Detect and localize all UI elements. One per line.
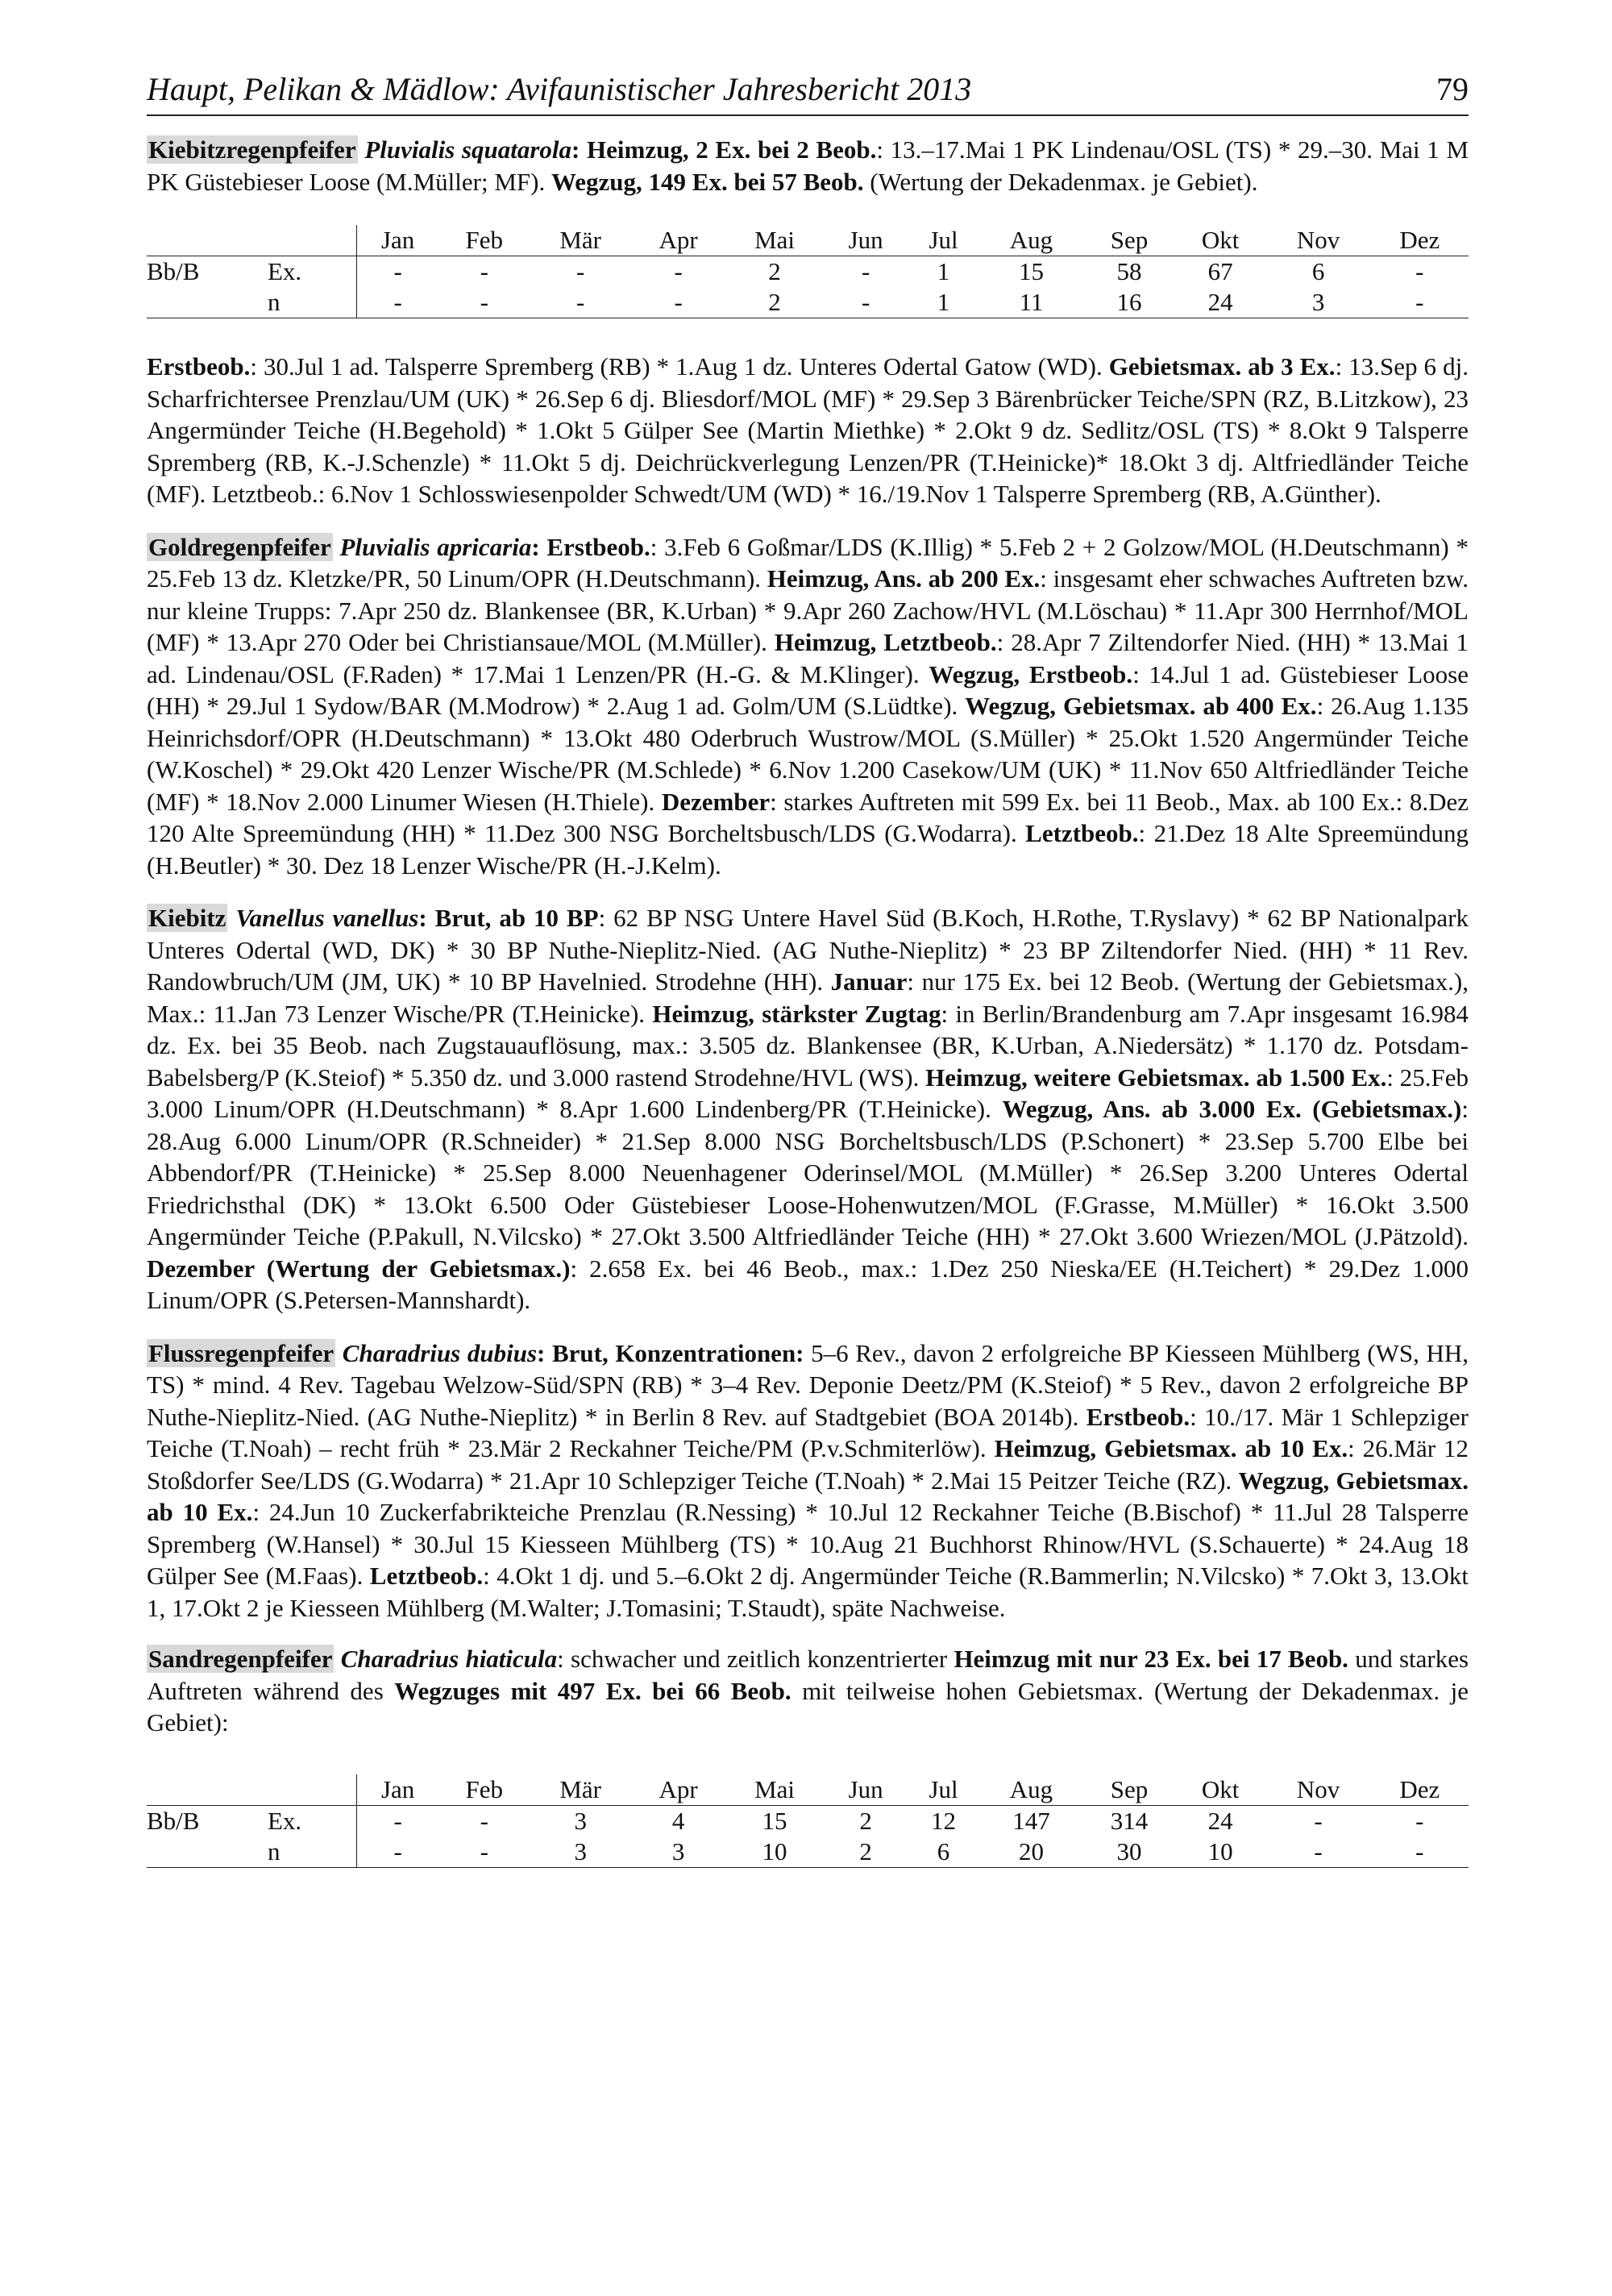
entry-text: 5–6 Rev., davon 2 erfolgreiche BP Kiesseen Mühlberg (WS, HH, TS) * mind. 4 Rev. Tagebau Welzow-Süd/SPN (RB) * 3–4 Rev. Deponie Deetz/PM (K.Steiof) * 5 Rev., davon 2 erfolgreiche BP Nuthe-Nieplitz-Nied. (AG Nuthe-Nieplitz) * in Berlin 8 Rev. auf Stadtgebiet (BOA 2014b). [147,1338,1469,1431]
bold-heading: Letztbeob. [369,1562,484,1590]
bold-heading: Heimzug, Gebietsmax. ab 10 Ex. [994,1434,1348,1462]
table-cell: - [861,257,870,285]
table-cell: 2 [768,257,781,285]
month-header: Dez [1371,1774,1469,1806]
running-title: Haupt, Pelikan & Mädlow: Avifaunistischer Jahresbericht 2013 [147,71,972,107]
bold-heading: Wegzuges mit 497 Ex. bei 66 Beob. [394,1676,791,1705]
metric-label: n [268,287,357,318]
table-cell: 3 [1266,287,1371,318]
entry-text: : starkes Auftreten mit 599 Ex. bei 11 Beob., Max. ab 100 Ex.: 8.Dez 120 Alte Spreemündung (HH) * 11.Dez 300 NSG Borcheltsbusch/LDS (G.Wodarra). [147,787,1469,847]
entry-text: (Wertung der Dekadenmax. je Gebiet). [863,167,1258,196]
table-cell: - [438,287,530,318]
table-cell: - [1371,1836,1469,1868]
entry-text: : 28.Aug 6.000 Linum/OPR (R.Schneider) * 21.Sep 8.000 NSG Borcheltsbusch/LDS (P.Schonert) * 23.Sep 5.700 Elbe bei Abbendorf/PR (T.Heinicke) * 25.Sep 8.000 Neuenhagener Oderinsel/MOL (M.Müller) * 26.Sep 3.200 Unteres Odertal Friedrichsthal (DK) * 13.Okt 6.500 Oder Güstebieser Loose-Hohenwutzen/MOL (F.Grasse, M.Müller) * 16.Okt 3.500 Angermünder Teiche (P.Pakull, N.Vilcsko) * 27.Okt 3.500 Altfriedländer Teiche (HH) * 27.Okt 3.600 Wriezen/MOL (J.Pätzold). [147,1095,1469,1250]
table-row [147,287,1469,318]
entry-text: : 30.Jul 1 ad. Talsperre Spremberg (RB) * 1.Aug 1 dz. Unteres Odertal Gatow (WD). [250,352,1109,381]
row-label: Bb/B [147,257,200,285]
table-cell: 30 [1083,1836,1174,1868]
bold-heading: Wegzug, Gebietsmax. ab 10 Ex. [147,1466,1469,1526]
entry-text: : 14.Jul 1 ad. Güstebieser Loose (HH) * 29.Jul 1 Sydow/BAR (M.Modrow) * 2.Aug 1 ad. Golm/UM (S.Lüdtke). [147,659,1469,720]
latin-name: Charadrius dubius [342,1338,538,1367]
table-cell: - [1415,1806,1424,1835]
table-cell: - [674,257,683,285]
bold-heading: Letztbeob. [1025,819,1139,847]
month-header: Jul [908,1774,979,1806]
entry-text: : schwacher und zeitlich konzentrierter [557,1645,954,1673]
entry-text: : 26.Aug 1.135 Heinrichsdorf/OPR (H.Deutschmann) * 13.Okt 480 Oderbruch Wustrow/MOL (S.Müller) * 25.Okt 1.520 Angermünder Teiche (W.Koschel) * 29.Okt 420 Lenzer Wische/PR (M.Schlede) * 6.Nov 1.200 Casekow/UM (UK) * 11.Nov 650 Altfriedländer Teiche (MF) * 18.Nov 2.000 Linumer Wiesen (H.Thiele). [147,692,1469,816]
bold-heading: : [571,135,588,164]
metric-label: Ex. [268,257,302,285]
entry-sandregenpfeifer [147,1643,1469,1739]
monthly-table-kiebitzregenpfeifer [147,225,1469,318]
bold-heading: : [418,904,435,932]
table-cell: 6 [908,1836,979,1868]
latin-name: Pluvialis squatarola [364,135,572,164]
month-header: Mär [530,1774,631,1806]
month-header: Nov [1266,225,1371,256]
month-header: Jul [908,225,979,256]
table-cell: 2 [725,287,823,318]
entry-text: und starkes Auftreten während des [147,1645,1469,1705]
species-name: Kiebitz [148,904,226,932]
table-cell: 11 [979,287,1084,318]
bold-heading: Heimzug mit nur 23 Ex. bei 17 Beob. [953,1645,1348,1673]
entry-text: : insgesamt eher schwaches Auftreten bzw. nur kleine Trupps: 7.Apr 250 dz. Blankensee (BR, K.Urban) * 9.Apr 260 Zachow/HVL (M.Löschau) * 11.Apr 300 Herrnhof/MOL (MF) * 13.Apr 270 Oder bei Christiansaue/MOL (M.Müller). [147,564,1469,656]
table-cell: 67 [1207,257,1233,285]
table-cell: - [357,1836,439,1868]
table-cell: - [824,287,908,318]
table-cell: - [357,1805,439,1836]
month-header: Jan [357,1774,439,1806]
month-header: Sep [1083,1774,1174,1806]
bold-heading: Erstbeob. [546,532,650,561]
month-header: Aug [979,225,1084,256]
table-cell: - [357,287,439,318]
table-cell: 15 [762,1806,787,1835]
month-header: Dez [1371,225,1469,256]
table-cell: - [631,287,725,318]
bold-heading: Wegzug, 149 Ex. bei 57 Beob. [550,167,864,196]
table-header-row [147,225,1469,256]
entry-text: : 3.Feb 6 Goßmar/LDS (K.Illig) * 5.Feb 2 + 2 Golzow/MOL (H.Deutschmann) * 25.Feb 13 dz. Kletzke/PR, 50 Linum/OPR (H.Deutschmann). [147,532,1469,593]
table-cell: 10 [1175,1836,1266,1868]
entry-goldregenpfeifer [147,531,1469,882]
table-cell: - [357,256,439,288]
table-cell: 4 [671,1806,685,1835]
table-cell: 2 [859,1806,872,1835]
species-name: Kiebitzregenpfeifer [148,135,356,164]
month-header: Okt [1175,1774,1266,1806]
month-header: Mai [725,225,823,256]
entry-text: mit teilweise hohen Gebietsmax. (Wertung der Dekadenmax. je Gebiet): [147,1676,1469,1737]
species-name: Goldregenpfeifer [148,532,331,561]
entry-text: : in Berlin/Brandenburg am 7.Apr insgesamt 16.984 dz. Ex. bei 35 Beob. nach Zugstauauflösung, max.: 3.505 dz. Blankensee (BR, K.Urban, A.Niedersätz) * 1.170 dz. Potsdam-Babelsberg/P (K.Steiof) * 5.350 dz. und 3.000 rastend Strodehne/HVL (WS). [147,999,1469,1092]
entry-text: : 21.Dez 18 Alte Spreemündung (H.Beutler) * 30. Dez 18 Lenzer Wische/PR (H.-J.Kelm). [147,819,1469,880]
entry-kiebitz [147,902,1469,1316]
entry-text: : 2.658 Ex. bei 46 Beob., max.: 1.Dez 250 Nieska/EE (H.Teichert) * 29.Dez 1.000 Linum/OPR (S.Petersen-Mannshardt). [147,1254,1469,1314]
latin-name: Pluvialis apricaria [339,532,532,561]
bold-heading: Dezember [661,787,771,816]
month-header: Apr [631,225,725,256]
table-cell: - [480,257,488,285]
bold-heading: Erstbeob. [147,352,251,381]
table-cell: - [1371,287,1469,318]
table-cell: 6 [1311,257,1325,285]
row-label: Bb/B [147,1806,200,1835]
table-cell: - [480,1806,488,1835]
bold-heading: Heimzug, Ans. ab 200 Ex. [767,564,1041,593]
bold-heading: Heimzug, Letztbeob. [774,628,997,656]
table-cell: 314 [1110,1806,1149,1835]
month-header: Nov [1266,1774,1371,1806]
table-cell: 24 [1207,1806,1233,1835]
bold-heading: Wegzug, Ans. ab 3.000 Ex. (Gebietsmax.) [1002,1095,1462,1123]
entry-text: : 28.Apr 7 Ziltendorfer Nied. (HH) * 13.Mai 1 ad. Lindenau/OSL (F.Raden) * 17.Mai 1 Lenzen/PR (H.-G. & M.Klinger). [147,628,1469,688]
entry-text: : 62 BP NSG Untere Havel Süd (B.Koch, H.Rothe, T.Ryslavy) * 62 BP Nationalpark Unteres Odertal (WD, DK) * 30 BP Nuthe-Nieplitz-Nied. (AG Nuthe-Nieplitz) * 23 BP Ziltendorfer Nied. (HH) * 11 Rev. Randowbruch/UM (JM, UK) * 10 BP Havelnied. Strodehne (HH). [147,904,1469,996]
table-cell: 16 [1083,287,1174,318]
table-cell: 12 [931,1806,957,1835]
metric-label: Ex. [268,1806,302,1835]
month-header: Mai [725,1774,823,1806]
entry-text: : nur 175 Ex. bei 12 Beob. (Wertung der Gebietsmax.), Max.: 11.Jan 73 Lenzer Wische/PR (T.Heinicke). [147,967,1469,1028]
table-cell: - [438,1836,530,1868]
month-header: Okt [1175,225,1266,256]
table-cell: 3 [631,1836,725,1868]
table-cell: 147 [1012,1806,1050,1835]
table-cell: - [1415,257,1424,285]
table-cell: - [530,287,631,318]
bold-heading: : [537,1338,552,1367]
table-cell: 2 [824,1836,908,1868]
table-row [147,1805,1469,1836]
bold-heading: Wegzug, Erstbeob. [929,659,1133,688]
entry-text: : 4.Okt 1 dj. und 5.–6.Okt 2 dj. Angermünder Teiche (R.Bammerlin; N.Vilcsko) * 7.Okt 3, 13.Okt 1, 17.Okt 2 je Kiesseen Mühlberg (M.Walter; J.Tomasini; T.Staudt), späte Nachweise. [147,1562,1469,1622]
month-header: Feb [438,225,530,256]
bold-heading: Gebietsmax. ab 3 Ex. [1108,352,1336,381]
document-page [147,58,1469,1868]
month-header: Sep [1083,225,1174,256]
month-header: Jan [357,225,439,256]
bold-heading: Brut, ab 10 BP [434,904,599,932]
table-row [147,1836,1469,1868]
entry-text: : 13.Sep 6 dj. Scharfrichtersee Prenzlau/UM (UK) * 26.Sep 6 dj. Bliesdorf/MOL (MF) * 29.Sep 3 Bärenbrücker Teiche/SPN (RZ, B.Litzkow), 23 Angermünder Teiche (H.Begehold) * 1.Okt 5 Gülper See (Martin Miethke) * 2.Okt 9 dz. Sedlitz/OSL (TS) * 8.Okt 9 Talsperre Spremberg (RB, K.-J.Schenzle) * 11.Okt 5 dj. Deichrückverlegung Lenzen/PR (T.Heinicke)* 18.Okt 3 dj. Altfriedländer Teiche (MF). Letztbeob.: 6.Nov 1 Schlosswiesenpolder Schwedt/UM (WD) * 16./19.Nov 1 Talsperre Spremberg (RB, A.Günther). [147,352,1469,508]
entry-text: : 26.Mär 12 Stoßdorfer See/LDS (G.Wodarra) * 21.Apr 10 Schlepziger Teiche (T.Noah) * 2.Mai 15 Peitzer Teiche (RZ). [147,1434,1469,1495]
entry-kiebitzregenpfeifer [147,134,1469,198]
table-cell: 20 [979,1836,1084,1868]
month-header: Apr [631,1774,725,1806]
table-cell: - [1314,1806,1323,1835]
entry-text: : 24.Jun 10 Zuckerfabrikteiche Prenzlau (R.Nessing) * 10.Jul 12 Reckahner Teiche (B.Bischof) * 11.Jul 28 Talsperre Spremberg (W.Hansel) * 30.Jul 15 Kiesseen Mühlberg (TS) * 10.Aug 21 Buchhorst Rhinow/HVL (S.Schauerte) * 24.Aug 18 Gülper See (M.Faas). [147,1498,1469,1590]
table-cell: 15 [1019,257,1044,285]
bold-heading: Januar [830,967,908,996]
entry-kiebitzregenpfeifer-details [147,351,1469,510]
table-cell: 10 [725,1836,823,1868]
entry-flussregenpfeifer [147,1337,1469,1624]
table-cell: 58 [1116,257,1142,285]
bold-heading: : [531,532,547,561]
month-header: Jun [824,1774,908,1806]
metric-label: n [268,1836,357,1868]
table-cell: - [576,257,585,285]
entry-text: : 10./17. Mär 1 Schlepziger Teiche (T.Noah) – recht früh * 23.Mär 2 Reckahner Teiche/PM (P.v.Schmiterlöw). [147,1402,1469,1462]
table-cell: 3 [574,1806,587,1835]
month-header: Jun [824,225,908,256]
bold-heading: Heimzug, stärkster Zugtag [652,999,941,1028]
species-name: Flussregenpfeifer [148,1338,334,1367]
table-cell: 24 [1175,287,1266,318]
page-number: 79 [1436,71,1469,107]
bold-heading: Wegzug, Gebietsmax. ab 400 Ex. [965,692,1317,720]
month-header: Aug [979,1774,1084,1806]
table-row [147,256,1469,288]
table-header-row [147,1774,1469,1806]
table-cell: 3 [530,1836,631,1868]
table-cell: 1 [937,257,950,285]
entry-text: : 13.–17.Mai 1 PK Lindenau/OSL (TS) * 29.–30. Mai 1 M PK Güstebieser Loose (M.Müller; MF). [147,135,1469,196]
bold-heading: Dezember (Wertung der Gebietsmax.) [147,1254,571,1283]
table-cell: - [1266,1836,1371,1868]
month-header: Mär [530,225,631,256]
bold-heading: Erstbeob. [1086,1402,1190,1431]
bold-heading: Heimzug, 2 Ex. bei 2 Beob. [587,135,877,164]
species-name: Sandregenpfeifer [148,1645,333,1673]
latin-name: Charadrius hiaticula [340,1645,558,1673]
month-header: Feb [438,1774,530,1806]
monthly-table-sandregenpfeifer [147,1774,1469,1868]
table-cell: 1 [908,287,979,318]
latin-name: Vanellus vanellus [235,904,419,932]
bold-heading: Heimzug, weitere Gebietsmax. ab 1.500 Ex. [925,1063,1387,1092]
page-header [147,58,1469,116]
entry-text: : 25.Feb 3.000 Linum/OPR (H.Deutschmann) * 8.Apr 1.600 Lindenberg/PR (T.Heinicke). [147,1063,1469,1123]
bold-heading: Brut, Konzentrationen: [551,1338,804,1367]
